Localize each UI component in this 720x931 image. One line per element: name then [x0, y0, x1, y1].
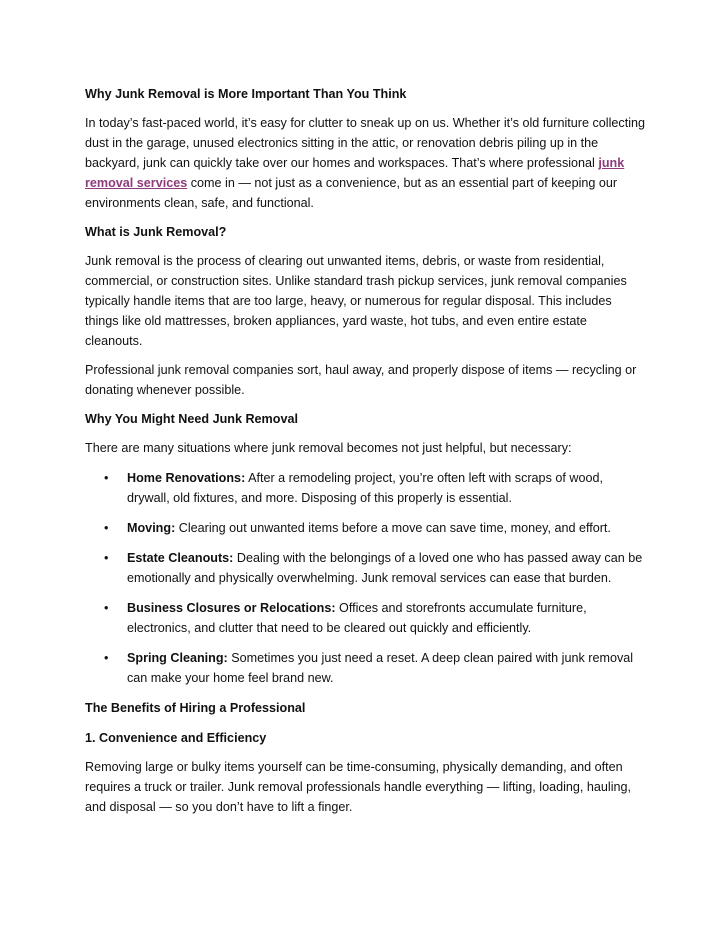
list-item-text: Sometimes you just need a reset. A deep clean paired with junk removal can make your home feel brand new. [127, 651, 634, 685]
bullet-icon: • [104, 551, 109, 565]
intro-paragraph [85, 113, 645, 213]
professional-paragraph: Professional junk removal companies sort, haul away, and properly dispose of items — recycling or donating whenever possible. [85, 363, 637, 397]
heading-why-you-might-need: Why You Might Need Junk Removal [85, 412, 298, 426]
list-item-text: After a remodeling project, you’re often left with scraps of wood, drywall, old fixtures, and more. Disposing of this properly is essential. [127, 471, 603, 505]
list-item [85, 518, 645, 538]
heading-what-is-junk-removal: What is Junk Removal? [85, 225, 227, 239]
list-item-title: Home Renovations: [127, 471, 246, 485]
list-item-text: Dealing with the belongings of a loved one who has passed away can be emotionally and physically overwhelming. Junk removal services can ease that burden. [127, 551, 643, 585]
list-item [85, 598, 645, 638]
situations-list [85, 468, 645, 688]
intro-text-after: come in — not just as a convenience, but as an essential part of keeping our environments clean, safe, and functional. [85, 176, 618, 210]
definition-paragraph: Junk removal is the process of clearing out unwanted items, debris, or waste from residential, commercial, or construction sites. Unlike standard trash pickup services, junk removal companies typically handle items that are too large, heavy, or numerous for regular disposal. This includes things like old mattresses, broken appliances, yard waste, hot tubs, and even entire estate cleanouts. [85, 254, 627, 348]
list-item [85, 548, 645, 588]
bullet-icon: • [104, 651, 109, 665]
document-body [85, 84, 645, 817]
heading-benefits: The Benefits of Hiring a Professional [85, 701, 306, 715]
convenience-paragraph: Removing large or bulky items yourself can be time-consuming, physically demanding, and often requires a truck or trailer. Junk removal professionals handle everything — lifting, loading, hauling, and disposal — so you don’t have to lift a finger. [85, 760, 632, 814]
list-item-title: Moving: [127, 521, 176, 535]
bullet-icon: • [104, 471, 109, 485]
list-item-text: Clearing out unwanted items before a move can save time, money, and effort. [175, 521, 611, 535]
list-item [85, 648, 645, 688]
heading-why-junk-removal: Why Junk Removal is More Important Than You Think [85, 87, 407, 101]
list-item-title: Estate Cleanouts: [127, 551, 234, 565]
list-item [85, 468, 645, 508]
bullet-icon: • [104, 521, 109, 535]
bullet-icon: • [104, 601, 109, 615]
intro-text-before: In today’s fast-paced world, it’s easy for clutter to sneak up on us. Whether it’s old furniture collecting dust in the garage, unused electronics sitting in the attic, or renovation debris piling up in the backyard, junk can quickly take over our homes and workspaces. That’s where professional [85, 116, 646, 170]
situations-paragraph: There are many situations where junk removal becomes not just helpful, but necessary: [85, 441, 572, 455]
junk-removal-services-link[interactable]: junk removal services [85, 156, 625, 190]
heading-convenience: 1. Convenience and Efficiency [85, 731, 267, 745]
list-item-title: Spring Cleaning: [127, 651, 228, 665]
list-item-title: Business Closures or Relocations: [127, 601, 336, 615]
list-item-text: Offices and storefronts accumulate furniture, electronics, and clutter that need to be cleared out quickly and efficiently. [127, 601, 587, 635]
